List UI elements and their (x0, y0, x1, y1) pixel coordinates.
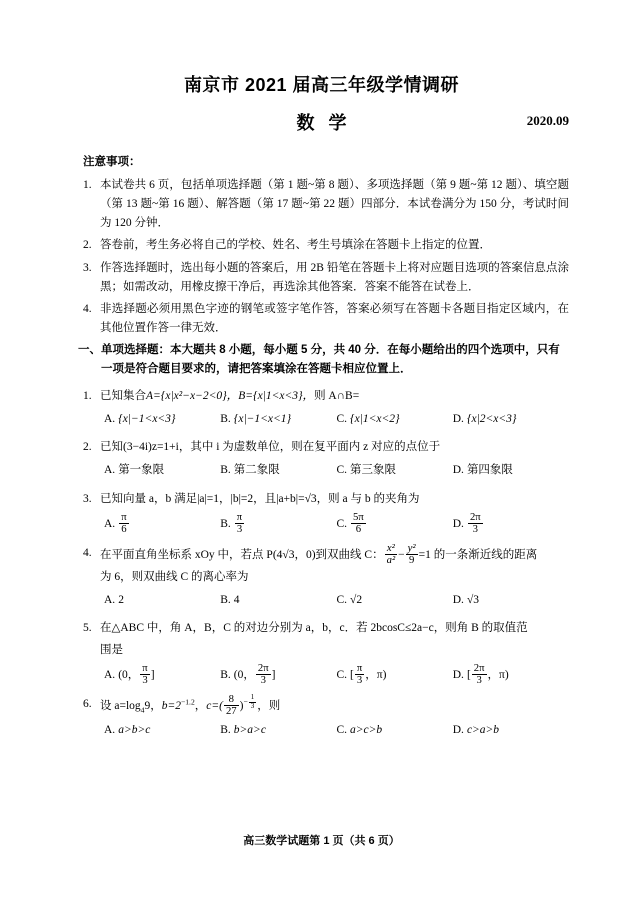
option-d-label: D. (452, 723, 464, 736)
option-c-label: C. (336, 594, 348, 607)
option-b-label: B. (220, 669, 231, 682)
fraction-denominator: 3 (468, 523, 483, 536)
fraction-denominator: 3 (235, 523, 244, 536)
option-d-label: D. (452, 594, 464, 607)
document-body (0, 153, 643, 741)
fraction-numerator: 8 (228, 692, 234, 705)
option-a-label: A. (104, 464, 116, 477)
option-a[interactable] (104, 663, 220, 687)
q6-b-exponent: −1.2 (180, 697, 195, 707)
option-d-open: [ (466, 669, 471, 682)
option-d[interactable] (453, 460, 569, 481)
option-b[interactable] (220, 663, 336, 687)
question-5 (83, 618, 569, 687)
option-d[interactable] (453, 512, 569, 536)
option-a-label: A. (104, 723, 116, 736)
q6-b-expr: b=2 (161, 700, 181, 713)
section-heading-text: 单项选择题：本大题共 8 小题，每小题 5 分，共 40 分．在每小题给出的四个选项中，只有一项是符合题目要求的，请把答案填涂在答题卡相应位置上． (101, 344, 560, 376)
q1-set-b: B={x|1<x<3}， (238, 389, 315, 402)
option-b-label: B. (220, 594, 231, 607)
notice-item-text: 答卷前，考生务必将自己的学校、姓名、考生号填涂在答题卡上指定的位置． (100, 239, 491, 252)
question-3 (83, 489, 569, 536)
option-c[interactable] (337, 460, 453, 481)
option-a-label: A. (104, 412, 116, 425)
option-a-text: 2 (118, 594, 124, 607)
option-b[interactable] (220, 590, 336, 611)
question-number: 3. (83, 492, 92, 505)
option-c-text: a>c>b (350, 723, 383, 736)
notice-item-number: 2. (83, 239, 92, 252)
option-d-text: c>a>b (466, 723, 500, 736)
question-stem (100, 694, 569, 718)
question-stem: 已知(3−4i)z=1+i，其中 i 为虚数单位，则在复平面内 z 对应的点位于 (100, 441, 441, 454)
option-b[interactable] (220, 460, 336, 481)
option-c-text: √2 (350, 594, 363, 607)
section-heading (78, 341, 569, 378)
option-b-text: 4 (233, 594, 240, 607)
notice-item-text: 非选择题必须用黑色字迹的钢笔或签字笔作答，答案必须写在答题卡各题目指定区域内，在其他位置作答一律无效． (100, 303, 569, 334)
question-stem: 在△ABC 中，角 A，B，C 的对边分别为 a，b，c．若 2bcosC≤2a−c，则角 B 的取值范 (100, 622, 528, 635)
option-d[interactable] (453, 590, 569, 611)
option-b-text: 第二象限 (233, 464, 280, 477)
question-number: 1. (83, 389, 92, 402)
fraction-numerator: 2π (473, 661, 485, 674)
fraction-denominator: 3 (355, 674, 364, 687)
option-b-label: B. (220, 518, 231, 531)
question-stem (100, 386, 569, 407)
option-c-label: C. (336, 723, 348, 736)
q6-c-exponent-fraction (249, 694, 257, 710)
option-d-close: ，π) (487, 669, 509, 682)
fraction-denominator: 6 (119, 523, 128, 536)
option-d-text: 第四象限 (466, 464, 513, 477)
exam-date: 2020.09 (526, 113, 569, 129)
option-d[interactable] (453, 409, 569, 430)
notice-item (83, 300, 569, 337)
option-c-label: C. (336, 669, 348, 682)
fraction-denominator: 3 (472, 674, 487, 687)
document-header (0, 0, 643, 133)
question-2 (83, 437, 569, 482)
option-d-label: D. (452, 464, 464, 477)
option-b-label: B. (220, 412, 231, 425)
option-b-text: {x|−1<x<1} (233, 412, 292, 425)
fraction-denominator: 3 (256, 674, 271, 687)
option-a[interactable] (104, 409, 220, 430)
question-number: 4. (83, 546, 92, 559)
notice-item-number: 3. (83, 261, 92, 274)
option-b-label: B. (220, 464, 231, 477)
option-c-fraction (355, 663, 364, 687)
option-d-label: D. (452, 412, 464, 425)
option-c-open: [ (350, 669, 354, 682)
q4-line2: 为 6，则双曲线 C 的离心率为 (100, 570, 249, 583)
notice-item-text: 本试卷共 6 页，包括单项选择题（第 1 题~第 8 题）、多项选择题（第 9 题~第 12 题）、填空题（第 13 题~第 16 题）、解答题（第 17 题~第 22 题）四部分．本试卷满分为 150 分，考试时间为 120 分钟． (100, 179, 569, 229)
fraction-numerator: 2π (469, 510, 481, 523)
option-a[interactable] (104, 512, 220, 536)
option-c-label: C. (336, 412, 348, 425)
option-a-open: (0， (118, 669, 140, 682)
q6-log-arg: 9， (144, 700, 162, 713)
fraction-denominator: 3 (140, 674, 149, 687)
question-number: 2. (83, 441, 92, 454)
option-a-text: {x|−1<x<3} (118, 412, 176, 425)
q4-line1-a: 在平面直角坐标系 xOy 中，若点 P(4√3，0)到双曲线 C： (100, 549, 384, 562)
notice-item (83, 236, 569, 255)
q6-b-tail: ， (194, 700, 207, 713)
q4-line1-b: =1 的一条渐近线的距离 (418, 549, 538, 562)
fraction-numerator: y² (407, 541, 416, 554)
question-number: 6. (83, 697, 92, 710)
q1-stem-pre: 已知集合 (100, 389, 146, 402)
option-a-label: A. (104, 594, 116, 607)
question-4-options (104, 590, 569, 611)
question-6 (83, 694, 569, 741)
fraction-denominator: 9 (406, 554, 418, 567)
question-6-options (104, 720, 569, 741)
option-b-text: b>a>c (233, 723, 266, 736)
q6-stem-pre: 设 a=log (100, 700, 141, 713)
fraction-denominator: 3 (250, 701, 255, 710)
fraction-denominator: 27 (225, 705, 237, 718)
q6-log-base: 4 (140, 705, 145, 715)
option-c-text: {x|1<x<2} (350, 412, 400, 425)
q6-c-close: ) (239, 700, 244, 713)
q4-fraction-x (385, 543, 398, 567)
question-3-options (104, 512, 569, 536)
option-d-fraction (468, 512, 483, 536)
page-footer: 高三数学试题第 1 页（共 6 页） (243, 835, 400, 847)
fraction-numerator: π (356, 661, 363, 674)
option-b[interactable] (220, 512, 336, 536)
option-b[interactable] (220, 720, 336, 741)
q4-minus: − (398, 549, 405, 562)
section-marker: 一、 (78, 344, 101, 357)
option-b[interactable] (220, 409, 336, 430)
question-stem: 已知向量 a，b 满足|a|=1，|b|=2，且|a+b|=√3，则 a 与 b 的夹角为 (100, 492, 420, 505)
option-a[interactable] (104, 590, 220, 611)
q1-tail: 则 A∩B= (314, 389, 360, 402)
option-b-fraction (235, 512, 244, 536)
notice-item-text: 作答选择题时，选出每小题的答案后，用 2B 铅笔在答题卡上将对应题目选项的答案信息点涂黑；如需改动，用橡皮擦干净后，再选涂其他答案．答案不能答在试卷上． (100, 261, 569, 293)
option-d[interactable] (453, 720, 569, 741)
question-stem (100, 543, 569, 567)
fraction-denominator: a² (386, 554, 396, 567)
notice-item (83, 176, 569, 232)
option-b-label: B. (220, 723, 231, 736)
option-c[interactable] (337, 512, 453, 536)
option-a[interactable] (104, 720, 220, 741)
notice-item (83, 259, 569, 296)
option-d-label: D. (452, 669, 464, 682)
option-b-close: ] (271, 669, 276, 682)
option-a-fraction (119, 512, 128, 536)
question-1-options (104, 409, 569, 430)
option-a[interactable] (104, 460, 220, 481)
option-a-text: a>b>c (118, 723, 151, 736)
subject-name: 数学 (296, 113, 361, 134)
fraction-numerator: π (236, 510, 243, 523)
option-a-fraction (140, 663, 149, 687)
fraction-numerator: 2π (257, 661, 269, 674)
question-1 (83, 386, 569, 431)
fraction-numerator: 1 (250, 693, 255, 702)
q6-c-fraction (224, 694, 239, 718)
fraction-denominator: 6 (351, 523, 366, 536)
fraction-numerator: 5π (353, 510, 364, 523)
option-a-close: ] (150, 669, 155, 682)
option-d-text: {x|2<x<3} (466, 412, 517, 425)
option-d[interactable] (453, 663, 569, 687)
notice-item-number: 1. (83, 179, 92, 192)
option-d-text: √3 (466, 594, 479, 607)
q6-stem-post: ，则 (257, 700, 281, 713)
fraction-numerator: x² (386, 541, 395, 554)
question-2-options (104, 460, 569, 481)
option-b-fraction (256, 663, 271, 687)
option-c-fraction (351, 512, 366, 536)
option-c[interactable] (337, 720, 453, 741)
option-d-fraction (472, 663, 487, 687)
question-4 (83, 543, 569, 612)
option-d-label: D. (452, 518, 464, 531)
q6-c-exponent: − 1 3 (243, 693, 255, 710)
option-c-label: C. (336, 518, 348, 531)
option-a-text: 第一象限 (118, 464, 165, 477)
option-c-label: C. (336, 464, 348, 477)
option-c[interactable] (337, 409, 453, 430)
option-a-label: A. (104, 669, 116, 682)
option-c[interactable] (337, 663, 453, 687)
notice-heading: 注意事项： (83, 156, 141, 169)
option-c[interactable] (337, 590, 453, 611)
q5-line2: 围是 (100, 643, 123, 656)
notice-item-number: 4. (83, 303, 92, 316)
question-5-options (104, 663, 569, 687)
option-c-text: 第三象限 (350, 464, 397, 477)
option-c-close: ，π) (365, 669, 387, 682)
fraction-numerator: π (121, 510, 127, 523)
q1-set-a: A={x|x²−x−2<0}， (146, 389, 239, 402)
q6-c-expr: c=( (206, 700, 223, 713)
fraction-numerator: π (142, 661, 148, 674)
question-number: 5. (83, 622, 92, 635)
page-title: 南京市 2021 届高三年级学情调研 (183, 75, 460, 95)
option-b-open: (0， (233, 669, 255, 682)
subject-row (0, 109, 643, 133)
option-a-label: A. (104, 518, 116, 531)
q4-fraction-y (406, 543, 418, 567)
